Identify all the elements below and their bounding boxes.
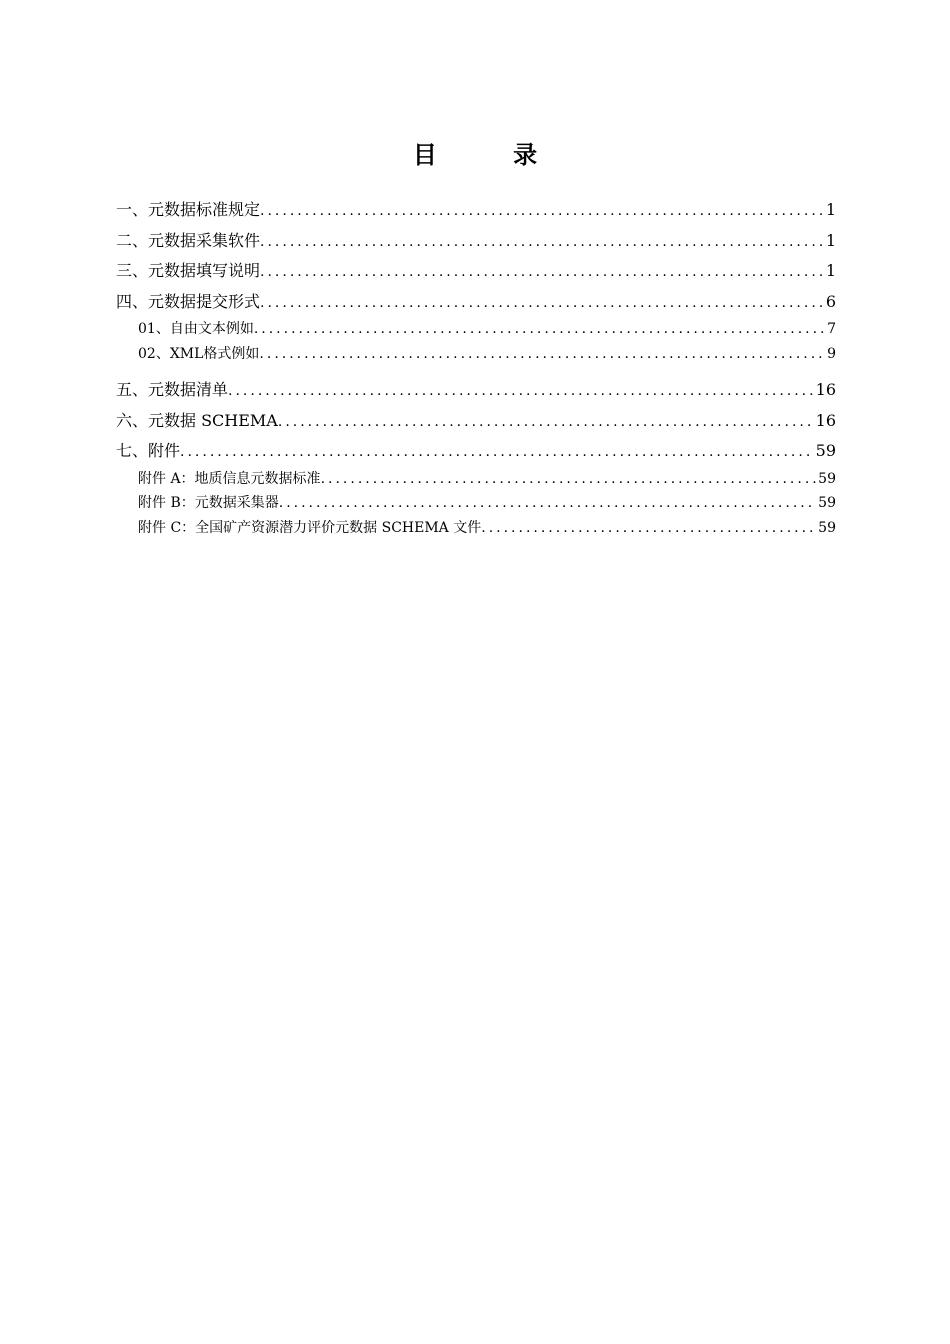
toc-entry-page: 9 [827,345,836,362]
toc-entry-page: 16 [815,410,836,430]
toc-subentry[interactable] [116,516,836,541]
toc-subentry[interactable] [116,342,836,367]
toc-entry[interactable] [116,256,836,287]
toc-entry-page: 1 [825,261,836,280]
toc-entry-page: 7 [827,321,836,337]
toc-entry[interactable] [116,226,836,257]
toc-entry-text: 一、元数据标准规定 [116,200,261,219]
toc-leader-dots [260,227,824,257]
toc-entry[interactable] [116,195,836,226]
toc-entry-text: 附件 A：地质信息元数据标准 [138,470,321,487]
toc-entry-text: 02、XML格式例如 [138,345,260,362]
toc-title: 目 录 [412,140,572,169]
toc-leader-dots [260,288,824,318]
toc-entry-text: 01、自由文本例如 [138,321,254,337]
toc-leader-dots [228,376,814,406]
toc-entry-text: 四、元数据提交形式 [116,291,261,311]
toc-leader-dots [180,437,814,467]
toc-entry-page: 59 [815,441,836,460]
table-of-contents [116,195,836,540]
toc-leader-dots [259,342,825,367]
toc-leader-dots [279,491,816,516]
toc-subentry[interactable] [116,317,836,342]
toc-entry[interactable] [116,287,836,318]
toc-leader-dots [260,257,824,287]
toc-entry-page: 59 [818,495,836,511]
toc-entry-text: 五、元数据清单 [116,380,229,399]
toc-entry-text: 二、元数据采集软件 [116,230,261,250]
toc-subentry[interactable] [116,491,836,516]
toc-leader-dots [260,196,824,226]
toc-entry-page: 59 [818,470,836,487]
toc-leader-dots [254,317,825,342]
toc-entry-text: 三、元数据填写说明 [116,261,261,280]
toc-entry-text: 附件 B：元数据采集器 [138,495,279,511]
toc-entry-page: 6 [825,291,836,311]
toc-subentry[interactable] [116,467,836,492]
toc-leader-dots [278,407,814,437]
toc-leader-dots [321,467,817,492]
toc-entry-text: 六、元数据 SCHEMA [116,410,278,430]
toc-entry[interactable] [116,375,836,406]
toc-entry[interactable] [116,436,836,467]
toc-entry-text: 七、附件 [116,441,181,460]
toc-entry-page: 16 [815,380,836,399]
toc-entry-page: 1 [825,230,836,250]
toc-leader-dots [481,516,816,541]
toc-entry-page: 59 [818,519,836,536]
toc-entry-text: 附件 C：全国矿产资源潜力评价元数据 SCHEMA 文件 [138,519,482,536]
toc-entry[interactable] [116,406,836,437]
toc-entry-page: 1 [825,200,836,219]
